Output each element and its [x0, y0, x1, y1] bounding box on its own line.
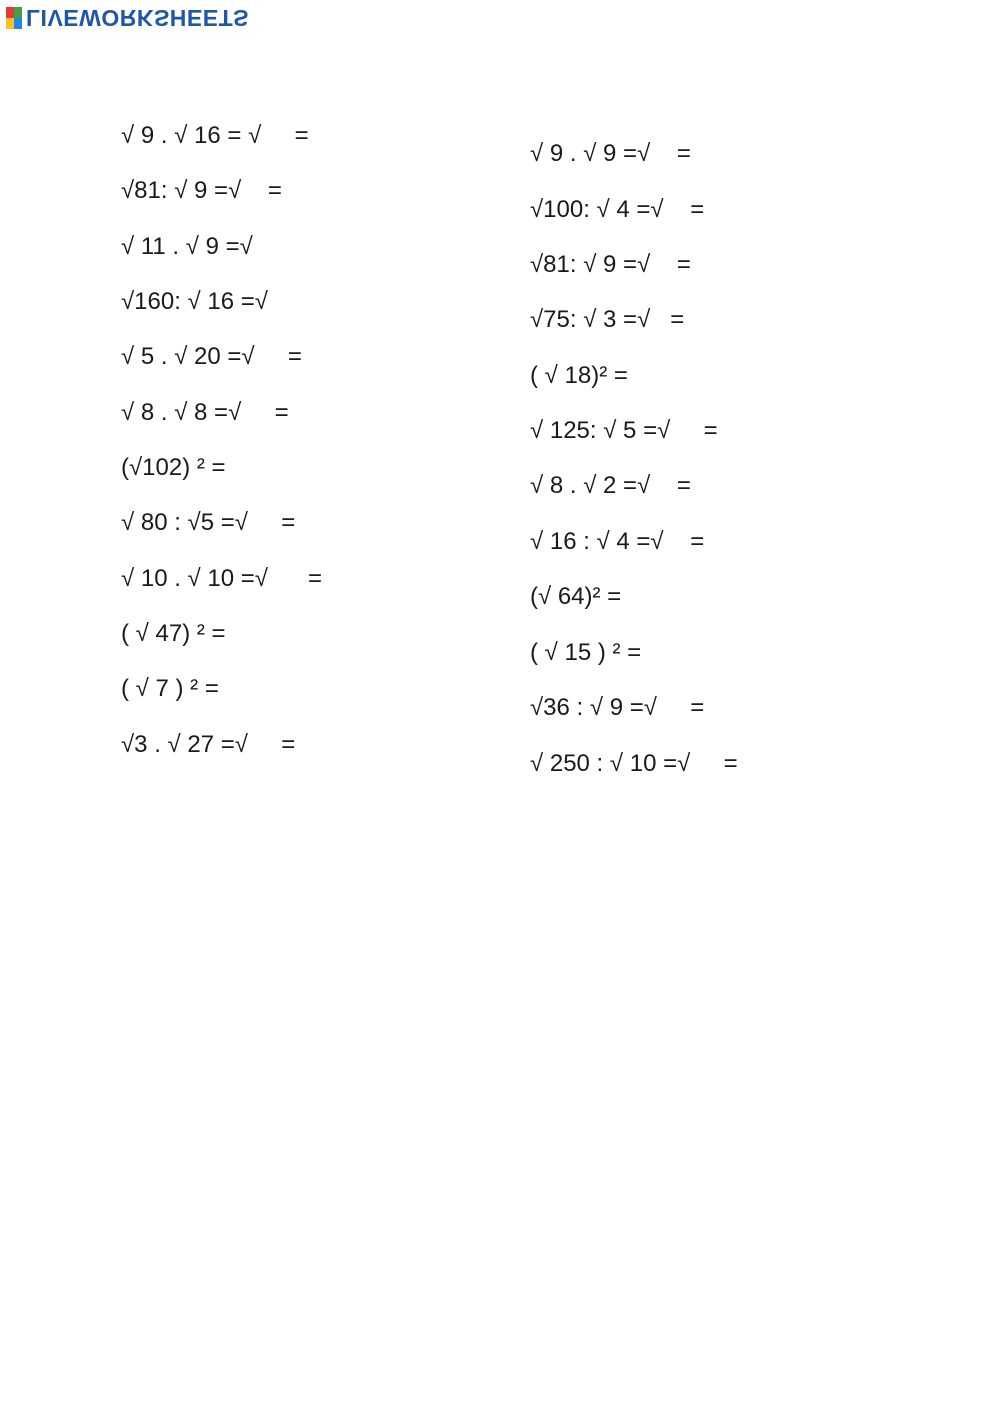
- exercise-line: √ 8 . √ 8 =√ =: [121, 399, 289, 426]
- exercise-line: √ 5 . √ 20 =√ =: [121, 343, 302, 370]
- logo-blocks-icon: [6, 7, 22, 29]
- exercise-line: √3 . √ 27 =√ =: [121, 731, 296, 758]
- exercise-line: (√ 64)² =: [530, 583, 622, 610]
- exercise-line: ( √ 18)² =: [530, 362, 628, 389]
- exercise-line: √ 80 : √5 =√ =: [121, 509, 296, 536]
- liveworksheets-logo: [6, 4, 249, 32]
- exercise-line: ( √ 47) ² =: [121, 620, 226, 647]
- exercise-line: √ 125: √ 5 =√ =: [530, 417, 718, 444]
- exercise-line: √ 9 . √ 16 = √ =: [121, 122, 309, 149]
- exercise-line: √100: √ 4 =√ =: [530, 196, 705, 223]
- exercise-line: √ 9 . √ 9 =√ =: [530, 140, 691, 167]
- exercise-line: ( √ 7 ) ² =: [121, 675, 219, 702]
- exercise-line: √36 : √ 9 =√ =: [530, 694, 705, 721]
- exercise-line: (√102) ² =: [121, 454, 226, 481]
- exercise-line: √160: √ 16 =√: [121, 288, 268, 315]
- exercise-line: √81: √ 9 =√ =: [121, 177, 282, 204]
- exercise-line: √ 16 : √ 4 =√ =: [530, 528, 705, 555]
- exercise-line: √ 8 . √ 2 =√ =: [530, 472, 691, 499]
- exercise-line: ( √ 15 ) ² =: [530, 639, 642, 666]
- exercise-line: √ 10 . √ 10 =√ =: [121, 565, 322, 592]
- exercise-line: √75: √ 3 =√ =: [530, 306, 685, 333]
- exercise-line: √ 250 : √ 10 =√ =: [530, 750, 738, 777]
- exercise-line: √81: √ 9 =√ =: [530, 251, 691, 278]
- exercise-line: √ 11 . √ 9 =√: [121, 233, 253, 260]
- logo-text: LIVEWORKSHEETS: [26, 5, 249, 31]
